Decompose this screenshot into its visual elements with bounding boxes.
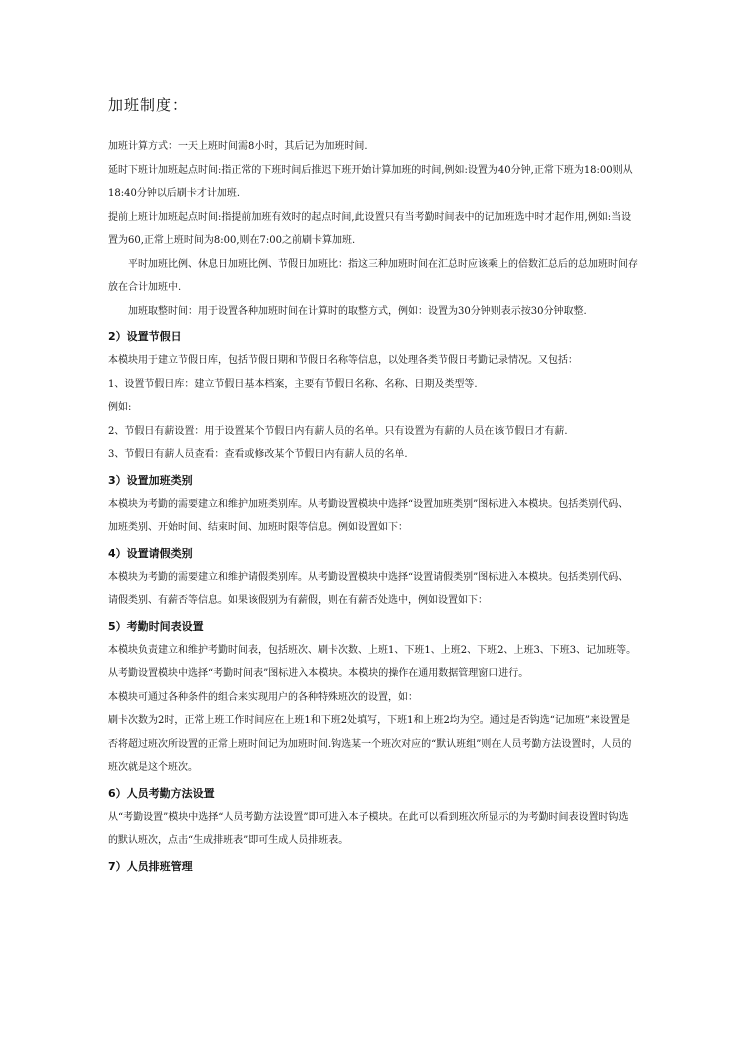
section-heading-shift-management: 7）人员排班管理	[108, 859, 193, 873]
overtime-late-start: 延时下班计加班起点时间:指正常的下班时间后推迟下班开始计算加班的时间,例如:设置为40分钟,正常下班为18:00则从18:40分钟以后刷卡才计加班.	[108, 164, 633, 199]
overtime-ratio: 平时加班比例、休息日加班比例、节假日加班比：指这三种加班时间在汇总时应该乘上的倍数汇总后的总加班时间存放在合计加班中.	[108, 258, 638, 293]
timetable-body-2: 本模块可通过各种条件的组合来实现用户的各种特殊班次的设置，如：	[108, 691, 418, 703]
holidays-item-3: 3、节假日有薪人员查看：查看或修改某个节假日内有薪人员的名单.	[108, 449, 408, 460]
page-title: 加班制度：	[108, 96, 189, 114]
attendance-method-body: 从“考勤设置”模块中选择“人员考勤方法设置”即可进入本子模块。在此可以看到班次所显示的为考勤时间表设置时钩选的默认班次，点击“生成排班表”即可生成人员排班表。	[108, 811, 629, 846]
timetable-body-3: 刷卡次数为2时，正常上班工作时间应在上班1和下班2处填写，下班1和上班2均为空。通过是否钩选“记加班”来设置是否将超过班次所设置的正常上班时间记为加班时间.钩选某一个班次对应的“默认班组”则在人员考勤方法设置时，人员的班次就是这个班次。	[108, 715, 632, 773]
holidays-item-1: 1、设置节假日库：建立节假日基本档案，主要有节假日名称、名称、日期及类型等.	[108, 378, 478, 390]
holidays-item-2: 2、节假日有薪设置：用于设置某个节假日内有薪人员的名单。只有设置为有薪的人员在该节假日才有薪.	[108, 425, 568, 437]
section-heading-holidays: 2）设置节假日	[108, 330, 182, 343]
overtime-early-start: 提前上班计加班起点时间:指提前加班有效时的起点时间,此设置只有当考勤时间表中的记加班选中时才起作用,例如:当设置为60,正常上班时间为8:00,则在7:00之前刷卡算加班.	[108, 211, 632, 246]
overtime-calc-method: 加班计算方式：一天上班时间需8小时，其后记为加班时间.	[108, 141, 368, 152]
document-page	[108, 94, 638, 879]
holidays-example: 例如:	[108, 402, 132, 413]
section-heading-attendance-method: 6）人员考勤方法设置	[108, 786, 215, 800]
overtime-types-body: 本模块为考勤的需要建立和维护加班类别库。从考勤设置模块中选择“设置加班类别”图标进入本模块。包括类别代码、加班类别、开始时间、结束时间、加班时限等信息。例如设置如下：	[108, 498, 629, 533]
section-heading-overtime-types: 3）设置加班类别	[108, 473, 193, 487]
overtime-rounding: 加班取整时间：用于设置各种加班时间在计算时的取整方式，例如：设置为30分钟则表示按30分钟取整.	[128, 305, 587, 317]
section-heading-leave-types: 4）设置请假类别	[108, 546, 193, 560]
leave-types-body: 本模块为考勤的需要建立和维护请假类别库。从考勤设置模块中选择“设置请假类别”图标进入本模块。包括类别代码、请假类别、有薪否等信息。如果该假别为有薪假，则在有薪否处选中，例如设置如下：	[108, 571, 629, 606]
timetable-body-1: 本模块负责建立和维护考勤时间表，包括班次、刷卡次数、上班1、下班1、上班2、下班2、上班3、下班3、记加班等。从考勤设置模块中选择“考勤时间表”图标进入本模块。本模块的操作在通用数据管理窗口进行。	[108, 644, 637, 679]
holidays-intro: 本模块用于建立节假日库，包括节假日期和节假日名称等信息，以处理各类节假日考勤记录情况。又包括：	[108, 355, 578, 366]
section-heading-timetable: 5）考勤时间表设置	[108, 619, 204, 633]
